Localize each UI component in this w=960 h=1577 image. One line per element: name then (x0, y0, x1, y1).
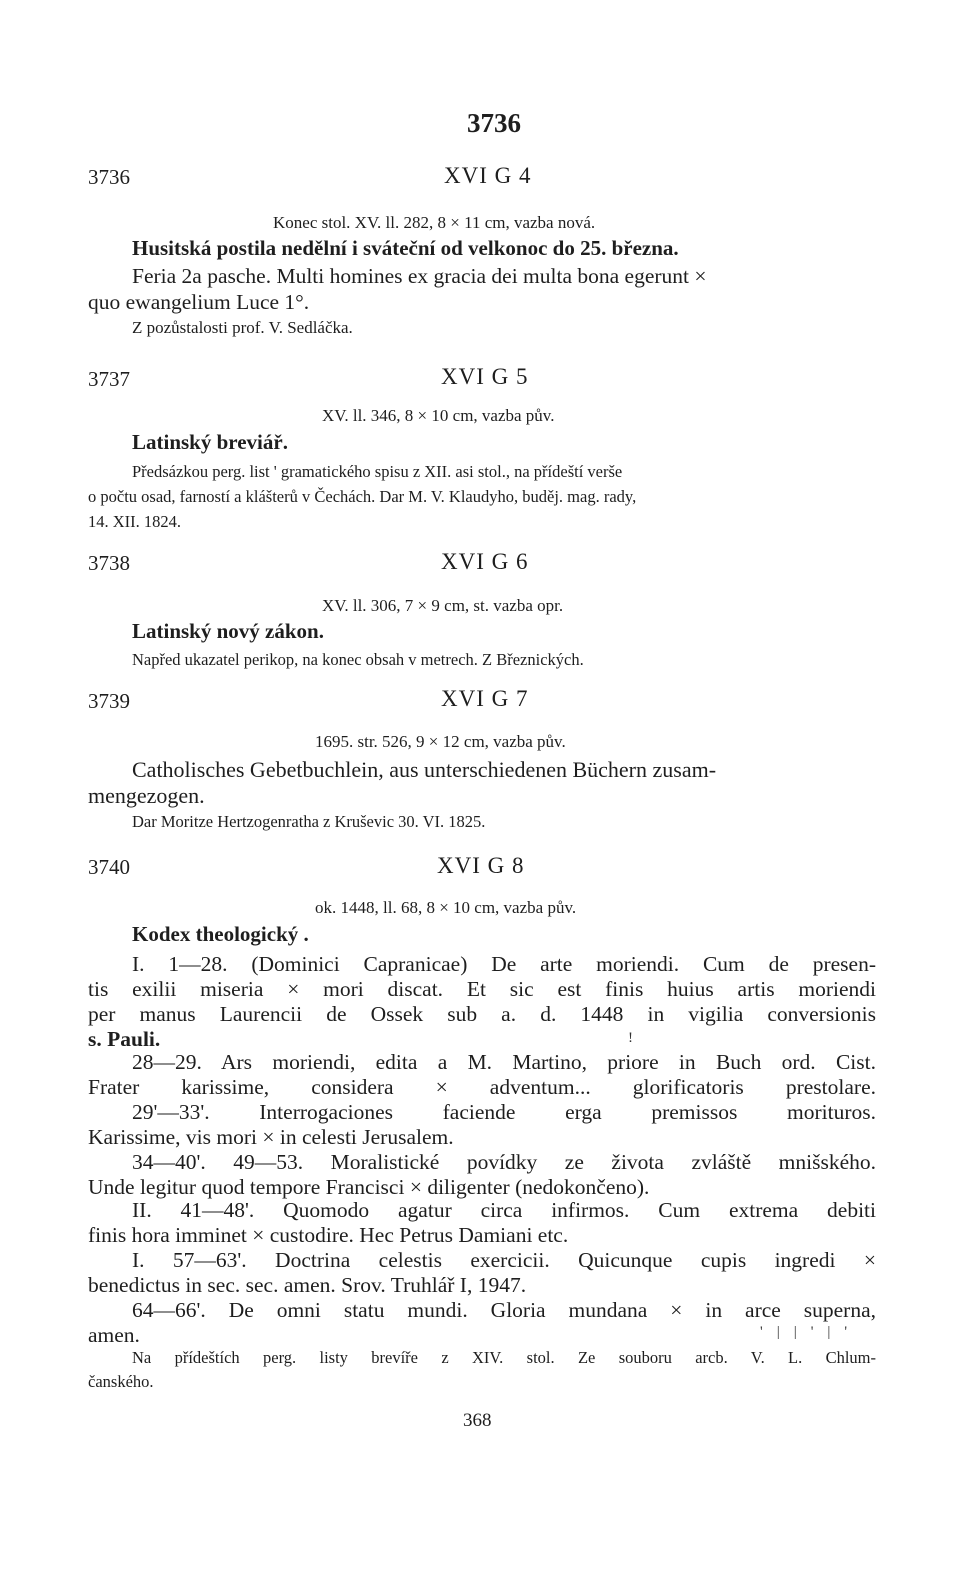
entry-number: 3740 (88, 855, 130, 879)
content-line: Karissime, vis mori × in celesti Jerusalem. (88, 1125, 454, 1149)
note-line: 14. XII. 1824. (88, 512, 182, 531)
content-line: finis hora imminet × custodire. Hec Petrus Damiani etc. (88, 1223, 569, 1247)
content-line: benedictus in sec. sec. amen. Srov. Truhlář I, 1947. (88, 1273, 527, 1297)
pencil-mark: '||'|' (760, 1324, 862, 1340)
content-line: 64—66'. De omni statu mundi. Gloria mundana × in arce superna, (132, 1298, 876, 1322)
physical-description: XV. ll. 346, 8 × 10 cm, vazba pův. (322, 406, 555, 425)
physical-description: 1695. str. 526, 9 × 12 cm, vazba pův. (315, 732, 566, 751)
content-line: II. 41—48'. Quomodo agatur circa infirmos. Cum extrema debiti (132, 1198, 876, 1222)
entry-title: Husitská postila nedělní i sváteční od velkonoc do 25. března. (132, 236, 679, 260)
shelf-signature: XVI G 7 (441, 686, 529, 711)
entry-number: 3736 (88, 165, 130, 189)
note-line: Předsázkou perg. list ' gramatického spisu z XII. asi stol., na přídeští verše (132, 462, 623, 481)
content-line: tis exilii miseria × mori discat. Et sic est finis huius artis moriendi (88, 977, 876, 1001)
note-line: Napřed ukazatel perikop, na konec obsah v metrech. Z Březnických. (132, 650, 584, 669)
page-header: 3736 (467, 108, 521, 138)
entry-number: 3737 (88, 367, 130, 391)
entry-title-continued: mengezogen. (88, 783, 205, 808)
physical-description: Konec stol. XV. ll. 282, 8 × 11 cm, vazba nová. (273, 213, 596, 232)
content-line: per manus Laurencii de Ossek sub a. d. 1448 in vigilia conversionis (88, 1002, 876, 1026)
shelf-signature: XVI G 8 (437, 853, 525, 878)
page-number: 368 (463, 1410, 492, 1431)
note-line: o počtu osad, farností a klášterů v Čechách. Dar M. V. Klaudyho, buděj. mag. rady, (88, 487, 637, 506)
content-line: 34—40'. 49—53. Moralistické povídky ze života zvláště mnišského. (132, 1150, 876, 1174)
entry-title: Latinský breviář. (132, 430, 288, 454)
content-line: Unde legitur quod tempore Francisci × diligenter (nedokončeno). (88, 1175, 650, 1199)
shelf-signature: XVI G 5 (441, 364, 529, 389)
shelf-signature: XVI G 4 (444, 163, 532, 188)
content-line: 29'—33'. Interrogaciones faciende erga premissos morituros. (132, 1100, 876, 1124)
content-line: amen. (88, 1323, 140, 1347)
pencil-mark: ! (628, 1030, 633, 1046)
entry-number: 3738 (88, 551, 130, 575)
physical-description: ok. 1448, ll. 68, 8 × 10 cm, vazba pův. (315, 898, 577, 917)
entry-number: 3739 (88, 689, 130, 713)
entry-title: Latinský nový zákon. (132, 619, 324, 643)
content-line: I. 1—28. (Dominici Capranicae) De arte moriendi. Cum de presen- (132, 952, 876, 976)
content-line: I. 57—63'. Doctrina celestis exercicii. Quicunque cupis ingredi × (132, 1248, 876, 1272)
incipit-line: quo ewangelium Luce 1°. (88, 290, 310, 314)
footnote-line: čanského. (88, 1372, 154, 1391)
provenance-note: Z pozůstalosti prof. V. Sedláčka. (132, 318, 353, 337)
note-line: Dar Moritze Hertzogenratha z Kruševic 30. VI. 1825. (132, 812, 486, 831)
content-line: 28—29. Ars moriendi, edita a M. Martino, priore in Buch ord. Cist. (132, 1050, 876, 1074)
entry-title: Catholisches Gebetbuchlein, aus unterschiedenen Büchern zusam- (132, 757, 717, 782)
footnote-line: Na přídeštích perg. listy brevíře z XIV. stol. Ze souboru arcb. V. L. Chlum- (132, 1348, 876, 1367)
entry-title: Kodex theologický . (132, 922, 309, 946)
content-line: s. Pauli. (88, 1027, 161, 1051)
shelf-signature: XVI G 6 (441, 549, 529, 574)
content-line: Frater karissime, considera × adventum... glorificatoris prestolare. (88, 1075, 876, 1099)
incipit-line: Feria 2a pasche. Multi homines ex gracia dei multa bona egerunt × (132, 264, 707, 288)
physical-description: XV. ll. 306, 7 × 9 cm, st. vazba opr. (322, 596, 564, 615)
